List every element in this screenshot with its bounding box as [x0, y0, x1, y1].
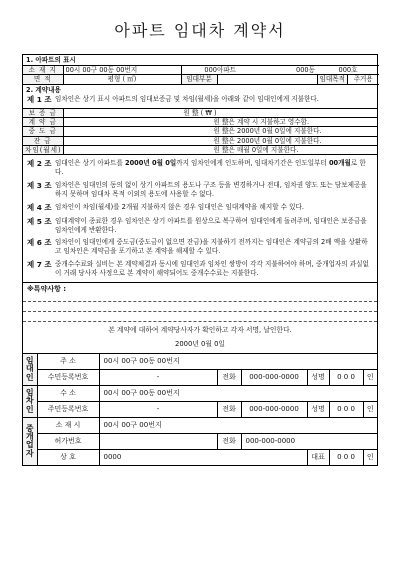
area-label: 면 적 [23, 75, 63, 84]
clause-3 [23, 179, 377, 201]
agent-address-label: 소 재 시 [37, 417, 99, 433]
clause-4 [23, 201, 377, 215]
clause-6 [23, 236, 377, 258]
payment-value: 원 整은 2000년 0월 0일에 지불한다. [63, 127, 377, 136]
agent-tel-label: 전화 [217, 433, 241, 449]
agent-office-value: 0000 [99, 449, 307, 465]
contract-body [22, 54, 378, 466]
tenant-tel-value: 000-000-0000 [241, 401, 307, 417]
document-title: 아파트 임대차 계약서 [114, 21, 286, 40]
clause-1-number: 제 1 조 [27, 94, 52, 104]
agent-license-value [99, 433, 217, 449]
clause-2-number: 제 2 조 [27, 159, 52, 169]
special-terms-label: ※특약사항 : [23, 282, 377, 302]
handover-date: 2000년 0월 0일 [124, 159, 177, 168]
agent-seal: 인 [363, 449, 377, 465]
payment-value: 원 整은 계약 시 지불하고 영수함. [63, 118, 377, 127]
payment-row [23, 108, 377, 117]
landlord-role: 임대인 [23, 353, 37, 385]
landlord-name-value: 0 0 0 [329, 369, 363, 385]
clause-2-text: 임대인은 상기 아파트를 2000년 0월 0일까지 임차인에게 인도하며, 임대차기간은 인도일부터 00개월로 한다. [55, 159, 366, 176]
unit-number: 000호 [317, 66, 379, 75]
clause-5 [23, 215, 377, 237]
agent-address-row [23, 417, 377, 433]
area-table [23, 74, 379, 84]
payment-row [23, 127, 377, 136]
agent-license-label: 허가번호 [37, 433, 99, 449]
section1-heading: 1. 아파트의 표시 [23, 55, 377, 66]
apartment-name: 000아파트 [181, 66, 259, 75]
clause-5-number: 제 5 조 [27, 216, 52, 226]
clause-7-number: 제 7 조 [27, 260, 52, 270]
lease-part-label: 임대부분 [181, 75, 217, 84]
clause-6-text: 임차인이 임대인에게 중도금(중도금이 없으면 잔금)을 지불하기 전까지는 임대인은 계약금의 2배 액을 상환하고 임차인은 계약금을 포기하고 본 계약을 해제할 수 있다. [55, 238, 368, 256]
agent-office-row [23, 449, 377, 465]
building-number: 000동 [259, 66, 317, 75]
section2-heading: 2. 계약내용 [26, 85, 61, 94]
tenant-id-row [23, 401, 377, 417]
agent-office-label: 상 호 [37, 449, 99, 465]
payment-label: 보 증 금 [23, 108, 63, 117]
tenant-role: 임차인 [23, 385, 37, 417]
location-label: 소 재 지 [23, 66, 63, 75]
lease-part-value [217, 75, 317, 84]
clause-1-text: 임차인은 상기 표시 아파트의 임대보증금 및 차임(월세)을 아래와 같이 임대인에게 지불한다. [55, 94, 319, 103]
landlord-tel-value: 000-000-0000 [241, 369, 307, 385]
clause-4-number: 제 4 조 [27, 202, 52, 212]
payment-value: 원 整은 2000년 0월 0일에 지불한다. [63, 136, 377, 145]
clause-4-text: 임차인이 차임(월세)를 2개월 지불하지 않은 경우 임대인은 임대계약을 해지할 수 있다. [55, 202, 304, 211]
clause-7 [23, 258, 377, 280]
landlord-address-label: 주 소 [37, 353, 99, 369]
tenant-tel-label: 전화 [217, 401, 241, 417]
tenant-name-value: 0 0 0 [329, 401, 363, 417]
payment-label: 잔 금 [23, 136, 63, 145]
special-terms-line [23, 312, 377, 321]
landlord-address-row [23, 353, 377, 369]
agent-license-row [23, 433, 377, 449]
agent-rep-value: 0 0 0 [329, 449, 363, 465]
parties-table [23, 353, 377, 465]
landlord-seal: 인 [363, 369, 377, 385]
area-value: 평형 ( ㎡) [63, 75, 181, 84]
landlord-id-row [23, 369, 377, 385]
lease-months: 00개월 [328, 159, 351, 168]
clause-6-number: 제 6 조 [27, 238, 52, 248]
purpose-label: 임대목적 [317, 75, 347, 84]
area-row [23, 75, 379, 84]
clause-2 [23, 155, 377, 179]
tenant-address-row [23, 385, 377, 401]
payment-label: 중 도 금 [23, 127, 63, 136]
agent-address-value: 00시 00구 00번지 [99, 417, 377, 433]
payment-row [23, 118, 377, 127]
landlord-tel-label: 전화 [217, 369, 241, 385]
payment-value: 원 整 ( ₩ ) [63, 108, 377, 117]
tenant-name-label: 성명 [307, 401, 329, 417]
tenant-id-label: 주민등록번호 [37, 401, 99, 417]
payment-label: 차임(월세) [25, 145, 62, 154]
tenant-id-value: - [99, 401, 217, 417]
tenant-seal: 인 [363, 401, 377, 417]
payment-label: 계 약 금 [23, 118, 63, 127]
payment-row [23, 145, 377, 154]
landlord-name-label: 성명 [307, 369, 329, 385]
special-terms-line [23, 302, 377, 312]
agent-tel-value: 000-000-0000 [241, 433, 377, 449]
agent-role: 중개업자 [23, 417, 37, 465]
contract-date: 2000년 0월 0일 [175, 340, 225, 349]
clause-5-text: 임대계약이 종료한 경우 임차인은 상기 아파트를 원상으로 복구하여 임대인에게 돌려주며, 임대인은 보증금을 임차인에게 반환한다. [55, 216, 367, 234]
landlord-address-value: 00시 00구 00동 00번지 [99, 353, 377, 369]
tenant-address-value: 00시 00구 00동 00번지 [99, 385, 377, 401]
clause-3-text: 임차인은 임대인의 동의 없이 상기 아파트의 용도나 구조 등을 변경하거나 전대, 임차권 양도 또는 담보제공을 하지 못하며 임대차 목적 이외의 용도에 사용할 수 없다. [55, 180, 367, 198]
agent-rep-label: 대표 [307, 449, 329, 465]
clause-3-number: 제 3 조 [27, 180, 52, 190]
payment-value: 원 整은 매월 0일에 지불한다. [63, 145, 377, 154]
clause-7-text: 중개수수료와 실비는 본 계약체결과 동시에 임대인과 임차인 쌍방이 각각 지불하여야 하며, 중개업자의 과실없이 거래 당사자 사정으로 본 계약이 해약되어도 중개수수료는 지불한다. [55, 260, 369, 278]
landlord-id-value: - [99, 369, 217, 385]
landlord-id-label: 수민등록번호 [37, 369, 99, 385]
payment-row [23, 136, 377, 145]
confirmation-text: 본 계약에 대하여 계약당사자가 확인하고 각자 서명, 날인한다. [23, 321, 377, 336]
location-value: 00시 00구 00동 00번지 [63, 66, 181, 75]
tenant-address-label: 수 소 [37, 385, 99, 401]
payment-table [23, 108, 377, 155]
clause-1 [23, 95, 377, 107]
purpose-value: 주거용 [347, 75, 379, 84]
